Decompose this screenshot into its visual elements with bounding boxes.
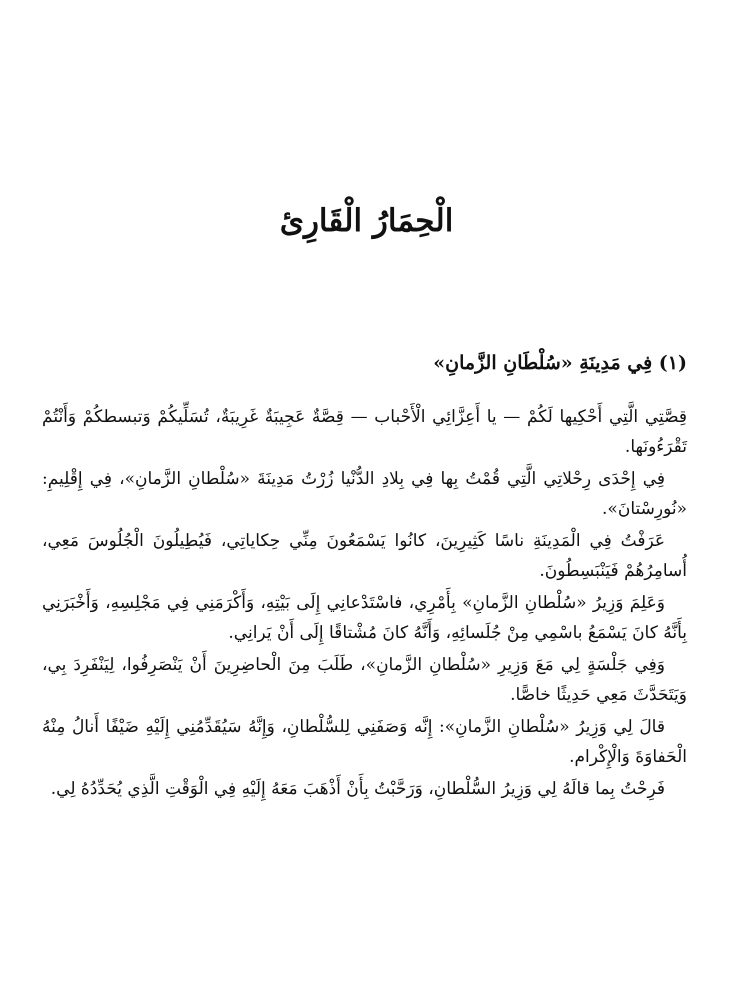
chapter-section <box>42 346 687 806</box>
paragraph-1: قِصَّتِي الَّتِي أَحْكِيها لَكُمْ — يا أَعِزَّائِي الْأَحْباب — قِصَّةٌ عَجِيبَةٌ غَرِيبَةٌ، تُسَلِّيكُمْ وَتبسطكُمْ وَأَنْتُمْ تَقْرَءُونَها. <box>42 407 687 457</box>
page-title: الْحِمَارُ الْقَارِئ <box>279 203 454 239</box>
paragraph-6: قالَ لِي وَزِيرُ «سُلْطانِ الزَّمانِ»: إِنَّه وَصَفَنِي لِلسُّلْطانِ، وَإِنَّهُ سَيُقَدِّمُنِي إِلَيْهِ ضَيْفًا أَنالُ مِنْهُ الْحَفاوَةَ وَالْإِكْرام. <box>42 717 687 767</box>
paragraph-3: عَرَفْتُ فِي الْمَدِينَةِ ناسًا كَثِيرِينَ، كانُوا يَسْمَعُونَ مِنِّي حِكاياتِي، فَيُطِيلُونَ الْجُلُوسَ مَعِي، أُسامِرُهُمْ فَيَنْبَسِطُونَ. <box>42 531 687 581</box>
paragraph-4: وَعَلِمَ وَزِيرُ «سُلْطانِ الزَّمانِ» بِأَمْرِي، فاسْتَدْعانِي إِلَى بَيْتِهِ، وَأَكْرَمَنِي فِي مَجْلِسِهِ، وَأَخْبَرَنِي بِأَنَّهُ كانَ يَسْمَعُ باسْمِي مِنْ جُلَسائِهِ، وَأَنَّهُ كانَ مُشْتاقًا إِلَى أَنْ يَرانِي. <box>42 593 687 643</box>
paragraph-5: وَفِي جَلْسَةٍ لِي مَعَ وَزِيرِ «سُلْطانِ الزَّمانِ»، طَلَبَ مِنَ الْحاضِرِينَ أَنْ يَنْصَرِفُوا، لِيَنْفَرِدَ بِي، وَيَتَحَدَّثَ مَعِي حَدِيثًا خاصًّا. <box>42 655 687 705</box>
section-heading: (١) فِي مَدِينَةِ «سُلْطَانِ الزَّمانِ» <box>433 352 687 374</box>
paragraph-7: فَرِحْتُ بِما قالَهُ لِي وَزِيرُ السُّلْطانِ، وَرَحَّبْتُ بِأَنْ أَذْهَبَ مَعَهُ إِلَيْهِ فِي الْوَقْتِ الَّذِي يُحَدِّدُهُ لِي. <box>50 779 665 799</box>
paragraph-2: فِي إِحْدَى رِحْلاتِي الَّتِي قُمْتُ بِها فِي بِلادِ الدُّنْيا زُرْتُ مَدِينَةَ «سُلْطانِ الزَّمانِ»، فِي إِقْلِيمِ: «نُورِسْتانَ». <box>42 469 687 519</box>
